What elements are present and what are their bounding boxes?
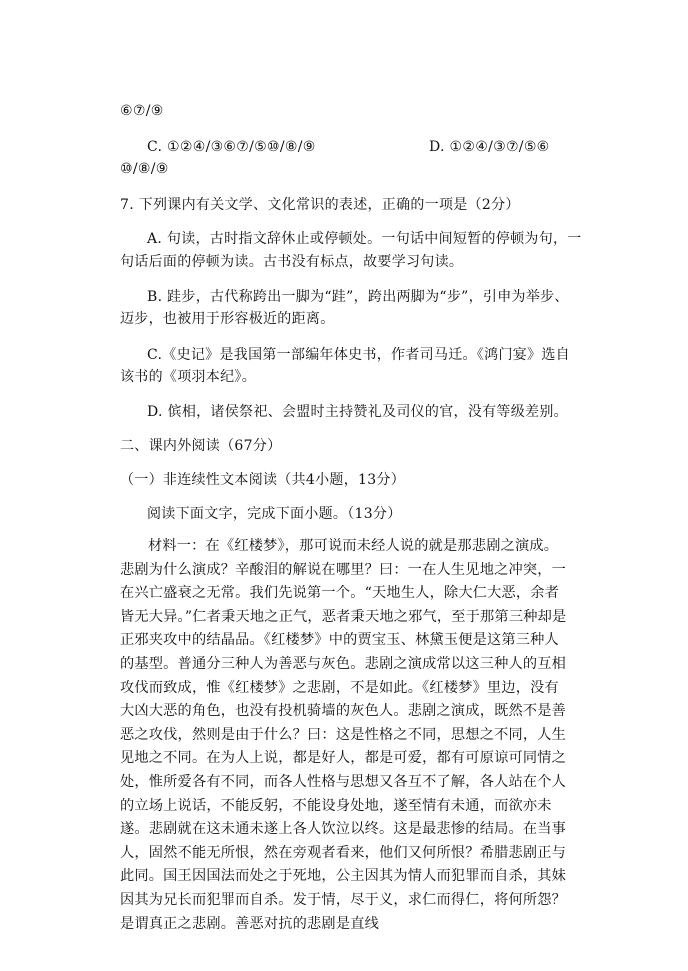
option-c: C. ①②④/③⑥⑦/⑤⑩/⑧/⑨ — [147, 139, 316, 155]
answer-d: D. 傧相，诸侯祭祀、会盟时主持赞礼及司仪的官，没有等级差别。 — [147, 404, 568, 420]
answer-b-line2: 迈步，也被用于形容极近的距离。 — [120, 311, 335, 327]
answer-c-line1: C.《史记》是我国第一部编年体史书，作者司马迁。《鸿门宴》选自 — [147, 347, 570, 363]
answer-a-line2: 句话后面的停顿为读。古书没有标点，故要学习句读。 — [120, 254, 464, 270]
question-7: 7. 下列课内有关文学、文化常识的表述，正确的一项是（2分） — [120, 197, 520, 213]
material-one-paragraph: 材料一：在《红楼梦》，那可说而未经人说的就是那悲剧之演成。悲剧为什么演成？辛酸泪的解说在哪里？曰：一在人生见地之冲突，一在兴亡盛衰之无常。我们先说第一个。“天地生人，除大仁大恶，余者皆无大异。”仁者秉天地之正气，恶者秉天地之邪气，至于那第三种却是正邪夹攻中的结晶品。《红楼梦》中的贾宝玉、林黛玉便是这第三种人的基型。普通分三种人为善恶与灰色。悲剧之演成常以这三种人的互相攻伐而致成，惟《红楼梦》之悲剧，不是如此。《红楼梦》里边，没有大凶大恶的角色，也没有投机骑墙的灰色人。悲剧之演成，既然不是善恶之攻伐，然则是由于什么？曰：这是性格之不同，思想之不同，人生见地之不同。在为人上说，都是好人，都是可爱，都有可原谅可同情之处，惟所爱各有不同，而各人性格与思想又各互不了解，各人站在个人的立场上说话，不能反躬，不能设身处地，遂至情有未通，而欲亦未遂。悲剧就在这未通未遂上各人饮泣以终。这是最悲惨的结局。在当事人，固然不能无所恨，然在旁观者看来，他们又何所恨？希腊悲剧正与此同。国王因国法而处之于死地，公主因其为情人而犯罪而自杀，其妹因其为兄长而犯罪而自杀。发于情，尽于义，求仁而得仁，将何所怨？是谓真正之悲剧。善恶对抗的悲剧是直线 — [120, 538, 567, 932]
subsection-1-heading: （一）非连续性文本阅读（共4小题，13分） — [120, 472, 406, 488]
answer-a-line1: A. 句读，古时指文辞休止或停顿处。一句话中间短暂的停顿为句，一 — [147, 231, 582, 247]
section-2-heading: 二、课内外阅读（67分） — [120, 438, 282, 454]
option-d-line2: ⑩/⑧/⑨ — [120, 161, 169, 177]
answer-c-line2: 该书的《项羽本纪》。 — [120, 369, 256, 385]
options-continuation: ⑥⑦/⑨ — [120, 103, 164, 119]
answer-b-line1: B. 跬步，古代称跨出一脚为“跬”，跨出两脚为“步”，引申为举步、 — [147, 289, 569, 305]
reading-instruction: 阅读下面文字，完成下面小题。（13分） — [147, 506, 402, 522]
option-d-line1: D. ①②④/③⑦/⑤⑥ — [429, 139, 550, 155]
